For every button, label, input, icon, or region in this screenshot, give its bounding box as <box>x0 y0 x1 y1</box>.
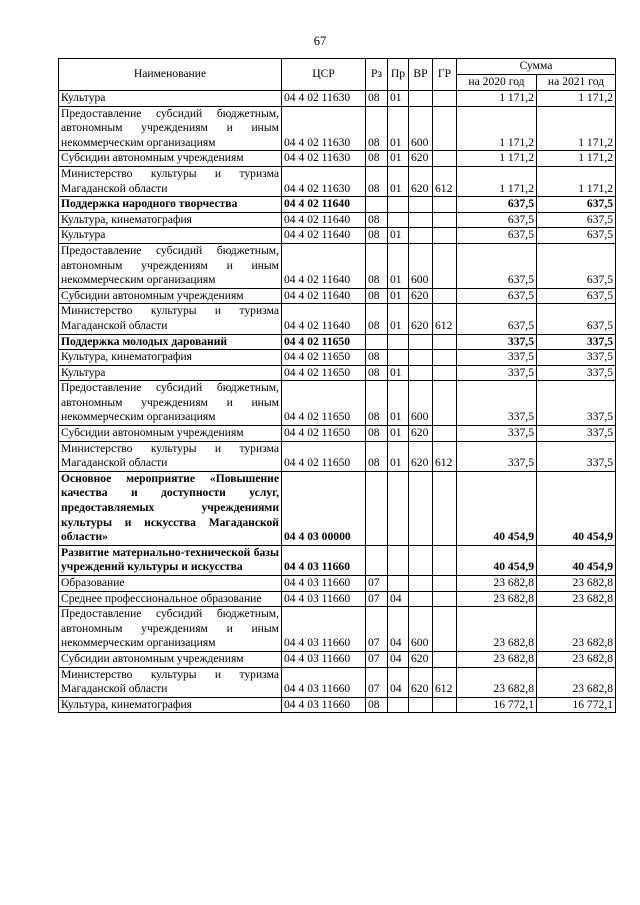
cell-gr <box>433 697 457 713</box>
cell-gr: 612 <box>433 667 457 697</box>
cell-2020: 1 171,2 <box>457 106 537 151</box>
cell-pr: 01 <box>388 426 409 442</box>
table-row <box>59 212 616 228</box>
cell-csr: 04 4 02 11640 <box>282 212 366 228</box>
table-row <box>59 166 616 196</box>
cell-2021: 40 454,9 <box>537 471 616 545</box>
cell-rz: 08 <box>366 697 388 713</box>
cell-2020: 1 171,2 <box>457 166 537 196</box>
cell-rz: 08 <box>366 381 388 426</box>
cell-2021: 23 682,8 <box>537 576 616 592</box>
cell-2020: 23 682,8 <box>457 591 537 607</box>
cell-csr: 04 4 02 11650 <box>282 426 366 442</box>
table-row <box>59 576 616 592</box>
cell-2021: 337,5 <box>537 365 616 381</box>
cell-vr: 620 <box>409 288 433 304</box>
cell-rz <box>366 334 388 350</box>
cell-gr <box>433 471 457 545</box>
header-gr: ГР <box>433 59 457 91</box>
cell-csr: 04 4 03 11660 <box>282 697 366 713</box>
cell-csr: 04 4 03 11660 <box>282 651 366 667</box>
cell-csr: 04 4 02 11640 <box>282 197 366 213</box>
cell-rz: 08 <box>366 426 388 442</box>
cell-csr: 04 4 03 11660 <box>282 576 366 592</box>
cell-gr <box>433 288 457 304</box>
cell-vr <box>409 91 433 107</box>
cell-name: Министерство культуры и туризма Магаданской области <box>59 667 282 697</box>
cell-pr: 04 <box>388 667 409 697</box>
cell-rz: 08 <box>366 288 388 304</box>
cell-2020: 23 682,8 <box>457 607 537 652</box>
cell-vr <box>409 228 433 244</box>
cell-vr: 600 <box>409 243 433 288</box>
cell-csr: 04 4 02 11630 <box>282 166 366 196</box>
cell-name: Министерство культуры и туризма Магаданской области <box>59 166 282 196</box>
header-sum: Сумма <box>457 59 616 75</box>
cell-gr <box>433 576 457 592</box>
budget-table <box>58 58 616 713</box>
cell-rz: 07 <box>366 651 388 667</box>
cell-rz: 08 <box>366 243 388 288</box>
table-row <box>59 381 616 426</box>
cell-pr: 04 <box>388 591 409 607</box>
cell-gr <box>433 228 457 244</box>
cell-gr <box>433 365 457 381</box>
cell-name: Министерство культуры и туризма Магаданской области <box>59 441 282 471</box>
table-body <box>59 91 616 713</box>
table-row <box>59 243 616 288</box>
cell-rz: 07 <box>366 576 388 592</box>
cell-name: Министерство культуры и туризма Магаданской области <box>59 304 282 334</box>
cell-pr: 01 <box>388 151 409 167</box>
cell-vr <box>409 334 433 350</box>
cell-csr: 04 4 02 11630 <box>282 91 366 107</box>
cell-pr: 01 <box>388 91 409 107</box>
cell-gr <box>433 381 457 426</box>
cell-2021: 337,5 <box>537 426 616 442</box>
table-row <box>59 350 616 366</box>
cell-gr <box>433 151 457 167</box>
cell-2021: 637,5 <box>537 212 616 228</box>
cell-2020: 337,5 <box>457 365 537 381</box>
cell-name: Среднее профессиональное образование <box>59 591 282 607</box>
cell-2021: 1 171,2 <box>537 91 616 107</box>
cell-name: Культура, кинематография <box>59 350 282 366</box>
cell-2021: 637,5 <box>537 243 616 288</box>
cell-2020: 637,5 <box>457 228 537 244</box>
cell-vr: 620 <box>409 166 433 196</box>
cell-2020: 337,5 <box>457 426 537 442</box>
cell-csr: 04 4 02 11640 <box>282 228 366 244</box>
cell-gr: 612 <box>433 304 457 334</box>
header-pr: Пр <box>388 59 409 91</box>
cell-2020: 637,5 <box>457 304 537 334</box>
cell-pr <box>388 350 409 366</box>
cell-csr: 04 4 02 11650 <box>282 365 366 381</box>
cell-2021: 1 171,2 <box>537 106 616 151</box>
cell-name: Субсидии автономным учреждениям <box>59 426 282 442</box>
cell-name: Образование <box>59 576 282 592</box>
cell-rz: 08 <box>366 212 388 228</box>
cell-2021: 337,5 <box>537 350 616 366</box>
cell-2020: 1 171,2 <box>457 151 537 167</box>
cell-pr: 01 <box>388 166 409 196</box>
cell-vr <box>409 576 433 592</box>
table-row <box>59 334 616 350</box>
cell-name: Культура <box>59 365 282 381</box>
cell-name: Культура, кинематография <box>59 212 282 228</box>
cell-rz <box>366 471 388 545</box>
cell-csr: 04 4 03 11660 <box>282 667 366 697</box>
table-row <box>59 651 616 667</box>
cell-2020: 40 454,9 <box>457 545 537 575</box>
cell-rz: 08 <box>366 228 388 244</box>
table-row <box>59 426 616 442</box>
cell-2021: 337,5 <box>537 381 616 426</box>
cell-pr: 04 <box>388 651 409 667</box>
cell-name: Предоставление субсидий бюджетным, автономным учреждениям и иным некоммерческим организациям <box>59 381 282 426</box>
cell-gr: 612 <box>433 441 457 471</box>
cell-rz: 08 <box>366 91 388 107</box>
cell-2020: 337,5 <box>457 334 537 350</box>
cell-name: Субсидии автономным учреждениям <box>59 151 282 167</box>
cell-csr: 04 4 02 11640 <box>282 243 366 288</box>
cell-pr: 01 <box>388 304 409 334</box>
cell-vr: 620 <box>409 426 433 442</box>
cell-name: Культура <box>59 228 282 244</box>
cell-vr: 620 <box>409 304 433 334</box>
cell-rz: 08 <box>366 365 388 381</box>
cell-vr: 620 <box>409 441 433 471</box>
header-name: Наименование <box>59 59 282 91</box>
cell-2020: 337,5 <box>457 381 537 426</box>
cell-csr: 04 4 02 11650 <box>282 441 366 471</box>
cell-2020: 23 682,8 <box>457 651 537 667</box>
header-csr: ЦСР <box>282 59 366 91</box>
cell-vr <box>409 212 433 228</box>
cell-csr: 04 4 03 11660 <box>282 591 366 607</box>
cell-vr: 620 <box>409 151 433 167</box>
cell-rz: 08 <box>366 106 388 151</box>
cell-2021: 23 682,8 <box>537 667 616 697</box>
cell-2020: 23 682,8 <box>457 667 537 697</box>
cell-gr <box>433 591 457 607</box>
table-row <box>59 288 616 304</box>
cell-rz: 07 <box>366 667 388 697</box>
cell-gr <box>433 197 457 213</box>
cell-2021: 23 682,8 <box>537 607 616 652</box>
cell-2020: 337,5 <box>457 350 537 366</box>
cell-vr: 600 <box>409 607 433 652</box>
cell-2021: 337,5 <box>537 334 616 350</box>
cell-gr <box>433 243 457 288</box>
cell-name: Культура, кинематография <box>59 697 282 713</box>
cell-gr: 612 <box>433 166 457 196</box>
cell-2020: 637,5 <box>457 197 537 213</box>
cell-name: Предоставление субсидий бюджетным, автономным учреждениям и иным некоммерческим организациям <box>59 607 282 652</box>
cell-2021: 637,5 <box>537 288 616 304</box>
cell-gr <box>433 334 457 350</box>
cell-rz: 08 <box>366 441 388 471</box>
table-row <box>59 304 616 334</box>
table-row <box>59 697 616 713</box>
cell-pr: 01 <box>388 381 409 426</box>
cell-vr <box>409 697 433 713</box>
cell-csr: 04 4 02 11650 <box>282 381 366 426</box>
cell-pr <box>388 576 409 592</box>
cell-2020: 637,5 <box>457 288 537 304</box>
cell-name: Предоставление субсидий бюджетным, автономным учреждениям и иным некоммерческим организациям <box>59 243 282 288</box>
cell-name: Развитие материально-технической базы учреждений культуры и искусства <box>59 545 282 575</box>
cell-pr: 04 <box>388 607 409 652</box>
table-row <box>59 591 616 607</box>
cell-rz: 07 <box>366 591 388 607</box>
cell-gr <box>433 212 457 228</box>
table-row <box>59 151 616 167</box>
cell-2020: 23 682,8 <box>457 576 537 592</box>
cell-pr <box>388 212 409 228</box>
cell-gr <box>433 651 457 667</box>
table-row <box>59 91 616 107</box>
cell-rz: 08 <box>366 166 388 196</box>
header-vr: ВР <box>409 59 433 91</box>
cell-2021: 16 772,1 <box>537 697 616 713</box>
cell-csr: 04 4 03 00000 <box>282 471 366 545</box>
table-header <box>59 59 616 91</box>
cell-2021: 637,5 <box>537 197 616 213</box>
cell-rz: 08 <box>366 304 388 334</box>
cell-rz: 08 <box>366 350 388 366</box>
cell-pr: 01 <box>388 288 409 304</box>
cell-vr <box>409 350 433 366</box>
cell-pr <box>388 545 409 575</box>
table-row <box>59 607 616 652</box>
cell-name: Основное мероприятие «Повышение качества и доступности услуг, предоставляемых учреждениями культуры и искусства Магаданской области» <box>59 471 282 545</box>
cell-2021: 23 682,8 <box>537 591 616 607</box>
cell-vr <box>409 197 433 213</box>
cell-2021: 40 454,9 <box>537 545 616 575</box>
cell-2021: 1 171,2 <box>537 151 616 167</box>
cell-csr: 04 4 03 11660 <box>282 607 366 652</box>
table-row <box>59 106 616 151</box>
cell-rz <box>366 545 388 575</box>
cell-pr <box>388 697 409 713</box>
cell-2020: 1 171,2 <box>457 91 537 107</box>
header-2020: на 2020 год <box>457 75 537 91</box>
table-row <box>59 365 616 381</box>
cell-pr: 01 <box>388 243 409 288</box>
page-number: 67 <box>313 34 327 48</box>
cell-csr: 04 4 02 11630 <box>282 151 366 167</box>
cell-2021: 637,5 <box>537 304 616 334</box>
cell-2020: 637,5 <box>457 212 537 228</box>
cell-csr: 04 4 02 11640 <box>282 288 366 304</box>
cell-vr <box>409 545 433 575</box>
cell-vr <box>409 471 433 545</box>
cell-pr <box>388 197 409 213</box>
table-row <box>59 228 616 244</box>
cell-pr: 01 <box>388 365 409 381</box>
cell-2021: 637,5 <box>537 228 616 244</box>
cell-rz: 08 <box>366 151 388 167</box>
cell-rz <box>366 197 388 213</box>
cell-pr <box>388 471 409 545</box>
cell-name: Предоставление субсидий бюджетным, автономным учреждениям и иным некоммерческим организациям <box>59 106 282 151</box>
cell-csr: 04 4 02 11650 <box>282 334 366 350</box>
table-row <box>59 441 616 471</box>
header-rz: Рз <box>366 59 388 91</box>
cell-vr: 600 <box>409 106 433 151</box>
cell-pr <box>388 334 409 350</box>
cell-rz: 07 <box>366 607 388 652</box>
cell-csr: 04 4 03 11660 <box>282 545 366 575</box>
header-2021: на 2021 год <box>537 75 616 91</box>
cell-gr <box>433 350 457 366</box>
cell-name: Культура <box>59 91 282 107</box>
cell-gr <box>433 106 457 151</box>
cell-gr <box>433 91 457 107</box>
cell-name: Субсидии автономным учреждениям <box>59 651 282 667</box>
cell-pr: 01 <box>388 441 409 471</box>
cell-gr <box>433 545 457 575</box>
cell-2021: 337,5 <box>537 441 616 471</box>
cell-name: Поддержка молодых дарований <box>59 334 282 350</box>
cell-vr <box>409 591 433 607</box>
cell-vr: 600 <box>409 381 433 426</box>
cell-vr: 620 <box>409 667 433 697</box>
cell-vr <box>409 365 433 381</box>
cell-vr: 620 <box>409 651 433 667</box>
cell-2020: 40 454,9 <box>457 471 537 545</box>
cell-2020: 337,5 <box>457 441 537 471</box>
cell-csr: 04 4 02 11650 <box>282 350 366 366</box>
cell-name: Поддержка народного творчества <box>59 197 282 213</box>
cell-csr: 04 4 02 11630 <box>282 106 366 151</box>
cell-2020: 637,5 <box>457 243 537 288</box>
cell-gr <box>433 607 457 652</box>
table-row <box>59 471 616 545</box>
cell-pr: 01 <box>388 106 409 151</box>
cell-csr: 04 4 02 11640 <box>282 304 366 334</box>
cell-2021: 1 171,2 <box>537 166 616 196</box>
table-row <box>59 545 616 575</box>
cell-2020: 16 772,1 <box>457 697 537 713</box>
cell-2021: 23 682,8 <box>537 651 616 667</box>
table-row <box>59 197 616 213</box>
table-row <box>59 667 616 697</box>
cell-pr: 01 <box>388 228 409 244</box>
cell-gr <box>433 426 457 442</box>
cell-name: Субсидии автономным учреждениям <box>59 288 282 304</box>
